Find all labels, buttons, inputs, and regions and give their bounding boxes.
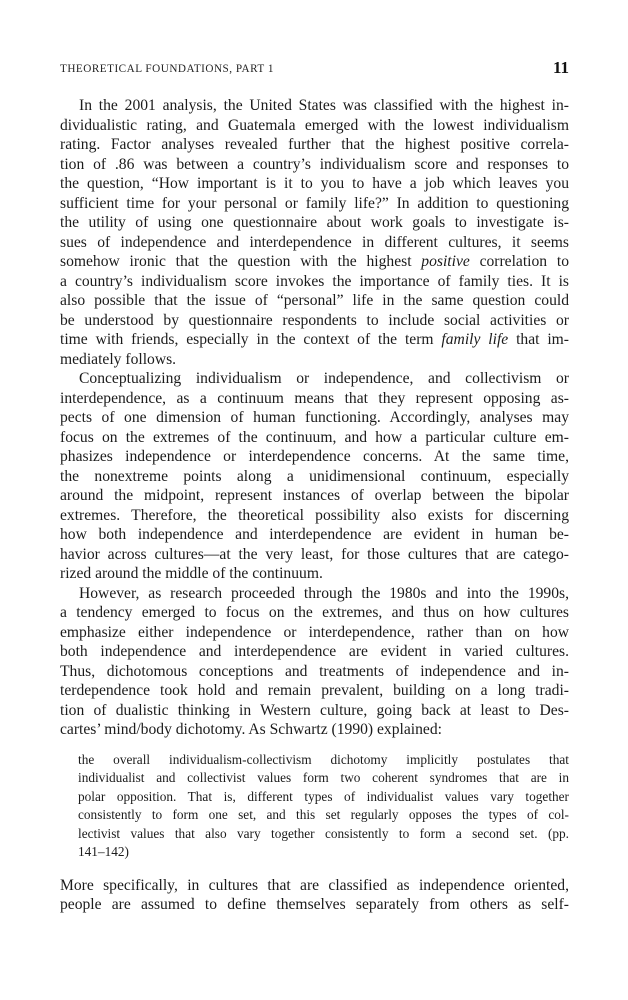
text-line: both independence and interdependence are evident in varied cultures.: [60, 643, 569, 660]
text-line: tion of .86 was between a country’s individualism score and responses to: [60, 155, 569, 173]
emphasis-positive: positive: [421, 253, 470, 270]
paragraph-1: [60, 96, 569, 369]
quote-line: consistently to form one set, and this set regularly opposes the types of col-: [78, 807, 569, 822]
text-line: Thus, dichotomous conceptions and treatments of independence and in-: [60, 662, 569, 680]
running-head: THEORETICAL FOUNDATIONS, PART 1: [60, 63, 274, 75]
text-line: how both independence and interdependence are evident in human be-: [60, 526, 569, 543]
text-line: around the midpoint, represent instances of overlap between the bipolar: [60, 487, 569, 504]
text-line: a country’s individualism score invokes the importance of family ties. It is: [60, 272, 569, 290]
paragraph-3: [60, 584, 569, 740]
paragraph-4: [60, 876, 569, 915]
text-line: people are assumed to define themselves separately from others as self-: [60, 896, 569, 913]
text-run: time with friends, especially in the context of the term: [60, 331, 442, 348]
text-line: the nonextreme points along a unidimensional continuum, especially: [60, 467, 569, 485]
text-line: mediately follows.: [60, 350, 177, 368]
text-line: In the 2001 analysis, the United States was classified with the highest in-: [79, 97, 569, 114]
text-line: the utility of using one questionnaire about work goals to investigate is-: [60, 214, 569, 231]
text-line: a tendency emerged to focus on the extremes, and thus on how cultures: [60, 604, 569, 621]
text-line: pects of one dimension of human functioning. Accordingly, analyses may: [60, 409, 569, 426]
text-line: Conceptualizing individualism or independence, and collectivism or: [79, 370, 569, 387]
text-line-with-emphasis: [60, 330, 569, 350]
page-header: [60, 60, 569, 80]
paragraph-2: [60, 369, 569, 584]
text-line: terdependence took hold and remain prevalent, building on a long tradi-: [60, 682, 569, 699]
text-line: rized around the middle of the continuum.: [60, 565, 323, 582]
page-number: 11: [552, 58, 569, 77]
text-line: rating. Factor analyses revealed further that the highest positive correla-: [60, 136, 569, 153]
text-line: sufficient time for your personal or family life?” In addition to questioning: [60, 194, 569, 212]
text-run: somehow ironic that the question with the highest: [60, 253, 422, 270]
text-line: focus on the extremes of the continuum, and how a particular culture em-: [60, 428, 569, 446]
text-run: that im-: [508, 331, 569, 348]
quote-line: individualist and collectivist values form two coherent syndromes that are in: [78, 770, 569, 785]
text-run: correlation to: [469, 253, 569, 270]
quote-line: 141–142): [78, 844, 129, 859]
body-text: [60, 96, 569, 915]
text-line: sues of independence and interdependence in different cultures, it seems: [60, 233, 569, 251]
text-line-with-emphasis: [60, 252, 569, 272]
text-line: dividualistic rating, and Guatemala emerged with the lowest individualism: [60, 116, 569, 134]
text-line: emphasize either independence or interdependence, rather than on how: [60, 623, 569, 641]
quote-line: lectivist values that also vary together consistently to form a second set. (pp.: [78, 825, 569, 841]
text-line: cartes’ mind/body dichotomy. As Schwartz (1990) explained:: [60, 721, 442, 738]
quote-line: polar opposition. That is, different types of individualist values vary together: [78, 788, 569, 804]
emphasis-family-life: family life: [441, 331, 509, 348]
text-line: havior across cultures—at the very least, for those cultures that are catego-: [60, 545, 569, 563]
block-quote: [60, 751, 569, 862]
text-line: tion of dualistic thinking in Western culture, going back at least to Des-: [60, 701, 569, 719]
text-line: also possible that the issue of “personal” life in the same question could: [60, 292, 569, 309]
text-line: phasizes independence or interdependence concerns. At the same time,: [60, 448, 569, 465]
quote-line: the overall individualism-collectivism dichotomy implicitly postulates that: [78, 751, 569, 767]
text-line: However, as research proceeded through the 1980s and into the 1990s,: [79, 584, 569, 602]
text-line: interdependence, as a continuum means that they represent opposing as-: [60, 389, 569, 407]
text-line: extremes. Therefore, the theoretical possibility also exists for discerning: [60, 506, 569, 524]
text-line: More specifically, in cultures that are classified as independence oriented,: [60, 876, 569, 894]
text-line: the question, “How important is it to you to have a job which leaves you: [60, 175, 569, 192]
text-line: be understood by questionnaire respondents to include social activities or: [60, 311, 569, 329]
